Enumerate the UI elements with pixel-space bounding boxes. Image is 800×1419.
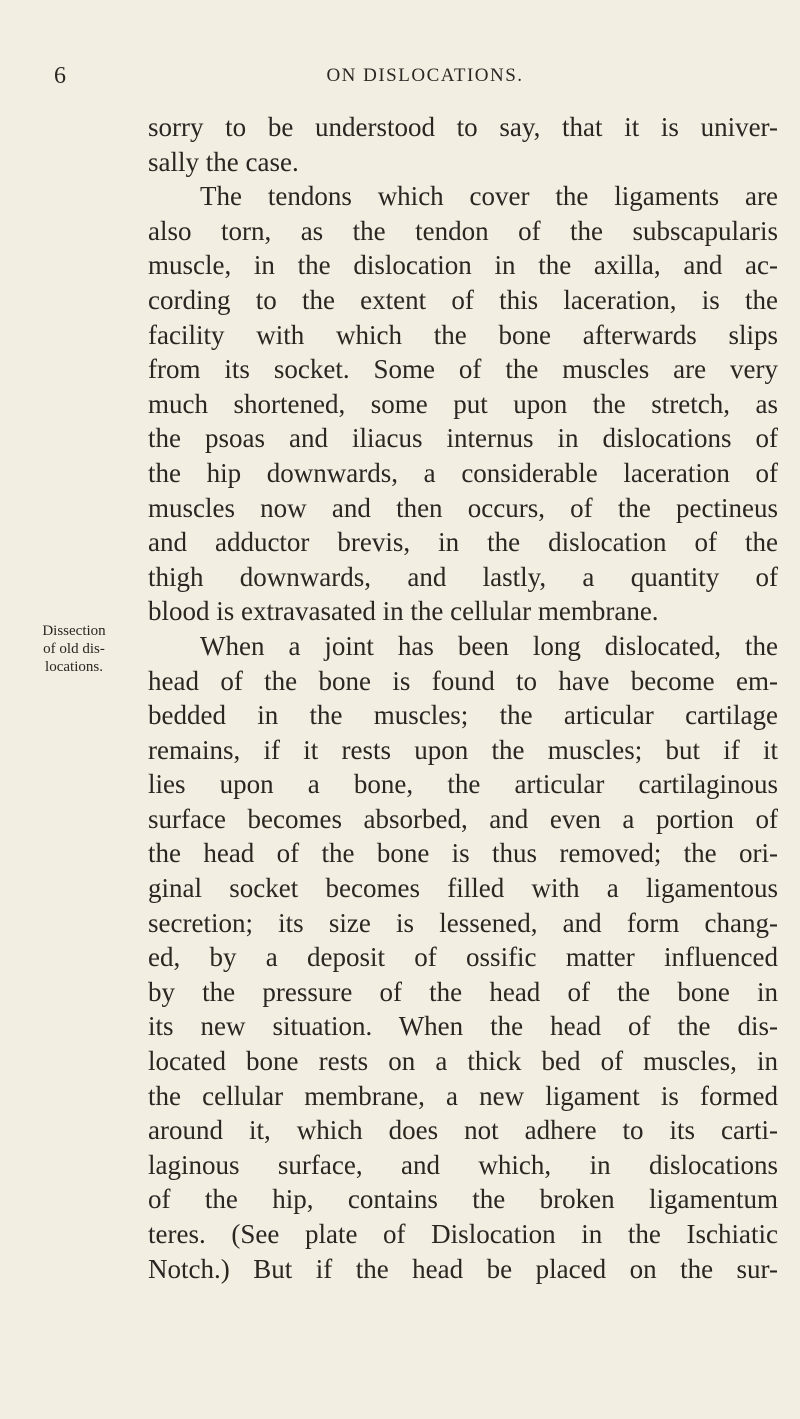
text-line: the hip downwards, a considerable laceration of bbox=[148, 457, 778, 488]
text-line: much shortened, some put upon the stretch, as bbox=[148, 388, 778, 419]
text-line: of the hip, contains the broken ligamentum bbox=[148, 1184, 778, 1215]
text-line: secretion; its size is lessened, and form chang- bbox=[148, 907, 778, 938]
text-line: by the pressure of the head of the bone in bbox=[148, 976, 778, 1007]
text-line: laginous surface, and which, in dislocations bbox=[148, 1149, 778, 1180]
text-line: the head of the bone is thus removed; the ori- bbox=[148, 838, 778, 869]
text-line: and adductor brevis, in the dislocation of the bbox=[148, 527, 778, 558]
text-line: teres. (See plate of Dislocation in the Ischiatic bbox=[148, 1219, 778, 1249]
text-line: its new situation. When the head of the dis- bbox=[148, 1011, 778, 1042]
page-number: 6 bbox=[54, 63, 66, 89]
margin-note-line: of old dis- bbox=[43, 641, 105, 657]
text-line: When a joint has been long dislocated, the bbox=[200, 630, 778, 661]
margin-note bbox=[34, 622, 114, 676]
text-line: the cellular membrane, a new ligament is formed bbox=[148, 1080, 778, 1111]
text-line: ed, by a deposit of ossific matter influenced bbox=[148, 942, 778, 973]
margin-note-line: Dissection bbox=[42, 623, 106, 639]
text-line: sorry to be understood to say, that it is univer- bbox=[148, 112, 778, 142]
text-line: head of the bone is found to have become em- bbox=[148, 665, 778, 696]
running-head: ON DISLOCATIONS. bbox=[326, 65, 524, 86]
text-line: around it, which does not adhere to its carti- bbox=[148, 1115, 778, 1146]
text-line: sally the case. bbox=[148, 146, 299, 177]
text-line: Notch.) But if the head be placed on the sur- bbox=[148, 1253, 778, 1284]
text-line: muscles now and then occurs, of the pectineus bbox=[148, 492, 778, 523]
text-line: thigh downwards, and lastly, a quantity of bbox=[148, 561, 778, 592]
text-line: muscle, in the dislocation in the axilla, and ac- bbox=[148, 250, 778, 281]
text-line: bedded in the muscles; the articular cartilage bbox=[148, 700, 778, 731]
text-line: lies upon a bone, the articular cartilaginous bbox=[148, 769, 778, 800]
text-line: from its socket. Some of the muscles are very bbox=[148, 354, 778, 385]
text-line: ginal socket becomes filled with a ligamentous bbox=[148, 873, 778, 904]
text-line: blood is extravasated in the cellular membrane. bbox=[148, 596, 659, 627]
text-line: located bone rests on a thick bed of muscles, in bbox=[148, 1046, 778, 1077]
text-line: facility with which the bone afterwards slips bbox=[148, 319, 778, 350]
text-line: surface becomes absorbed, and even a portion of bbox=[148, 803, 778, 834]
text-line: also torn, as the tendon of the subscapularis bbox=[148, 215, 778, 246]
text-line: The tendons which cover the ligaments are bbox=[200, 181, 778, 212]
text-line: the psoas and iliacus internus in dislocations of bbox=[148, 423, 778, 454]
margin-note-line: locations. bbox=[45, 659, 103, 675]
body-text bbox=[148, 110, 778, 1286]
text-line: remains, if it rests upon the muscles; but if it bbox=[148, 734, 778, 765]
text-line: cording to the extent of this laceration, is the bbox=[148, 284, 778, 315]
